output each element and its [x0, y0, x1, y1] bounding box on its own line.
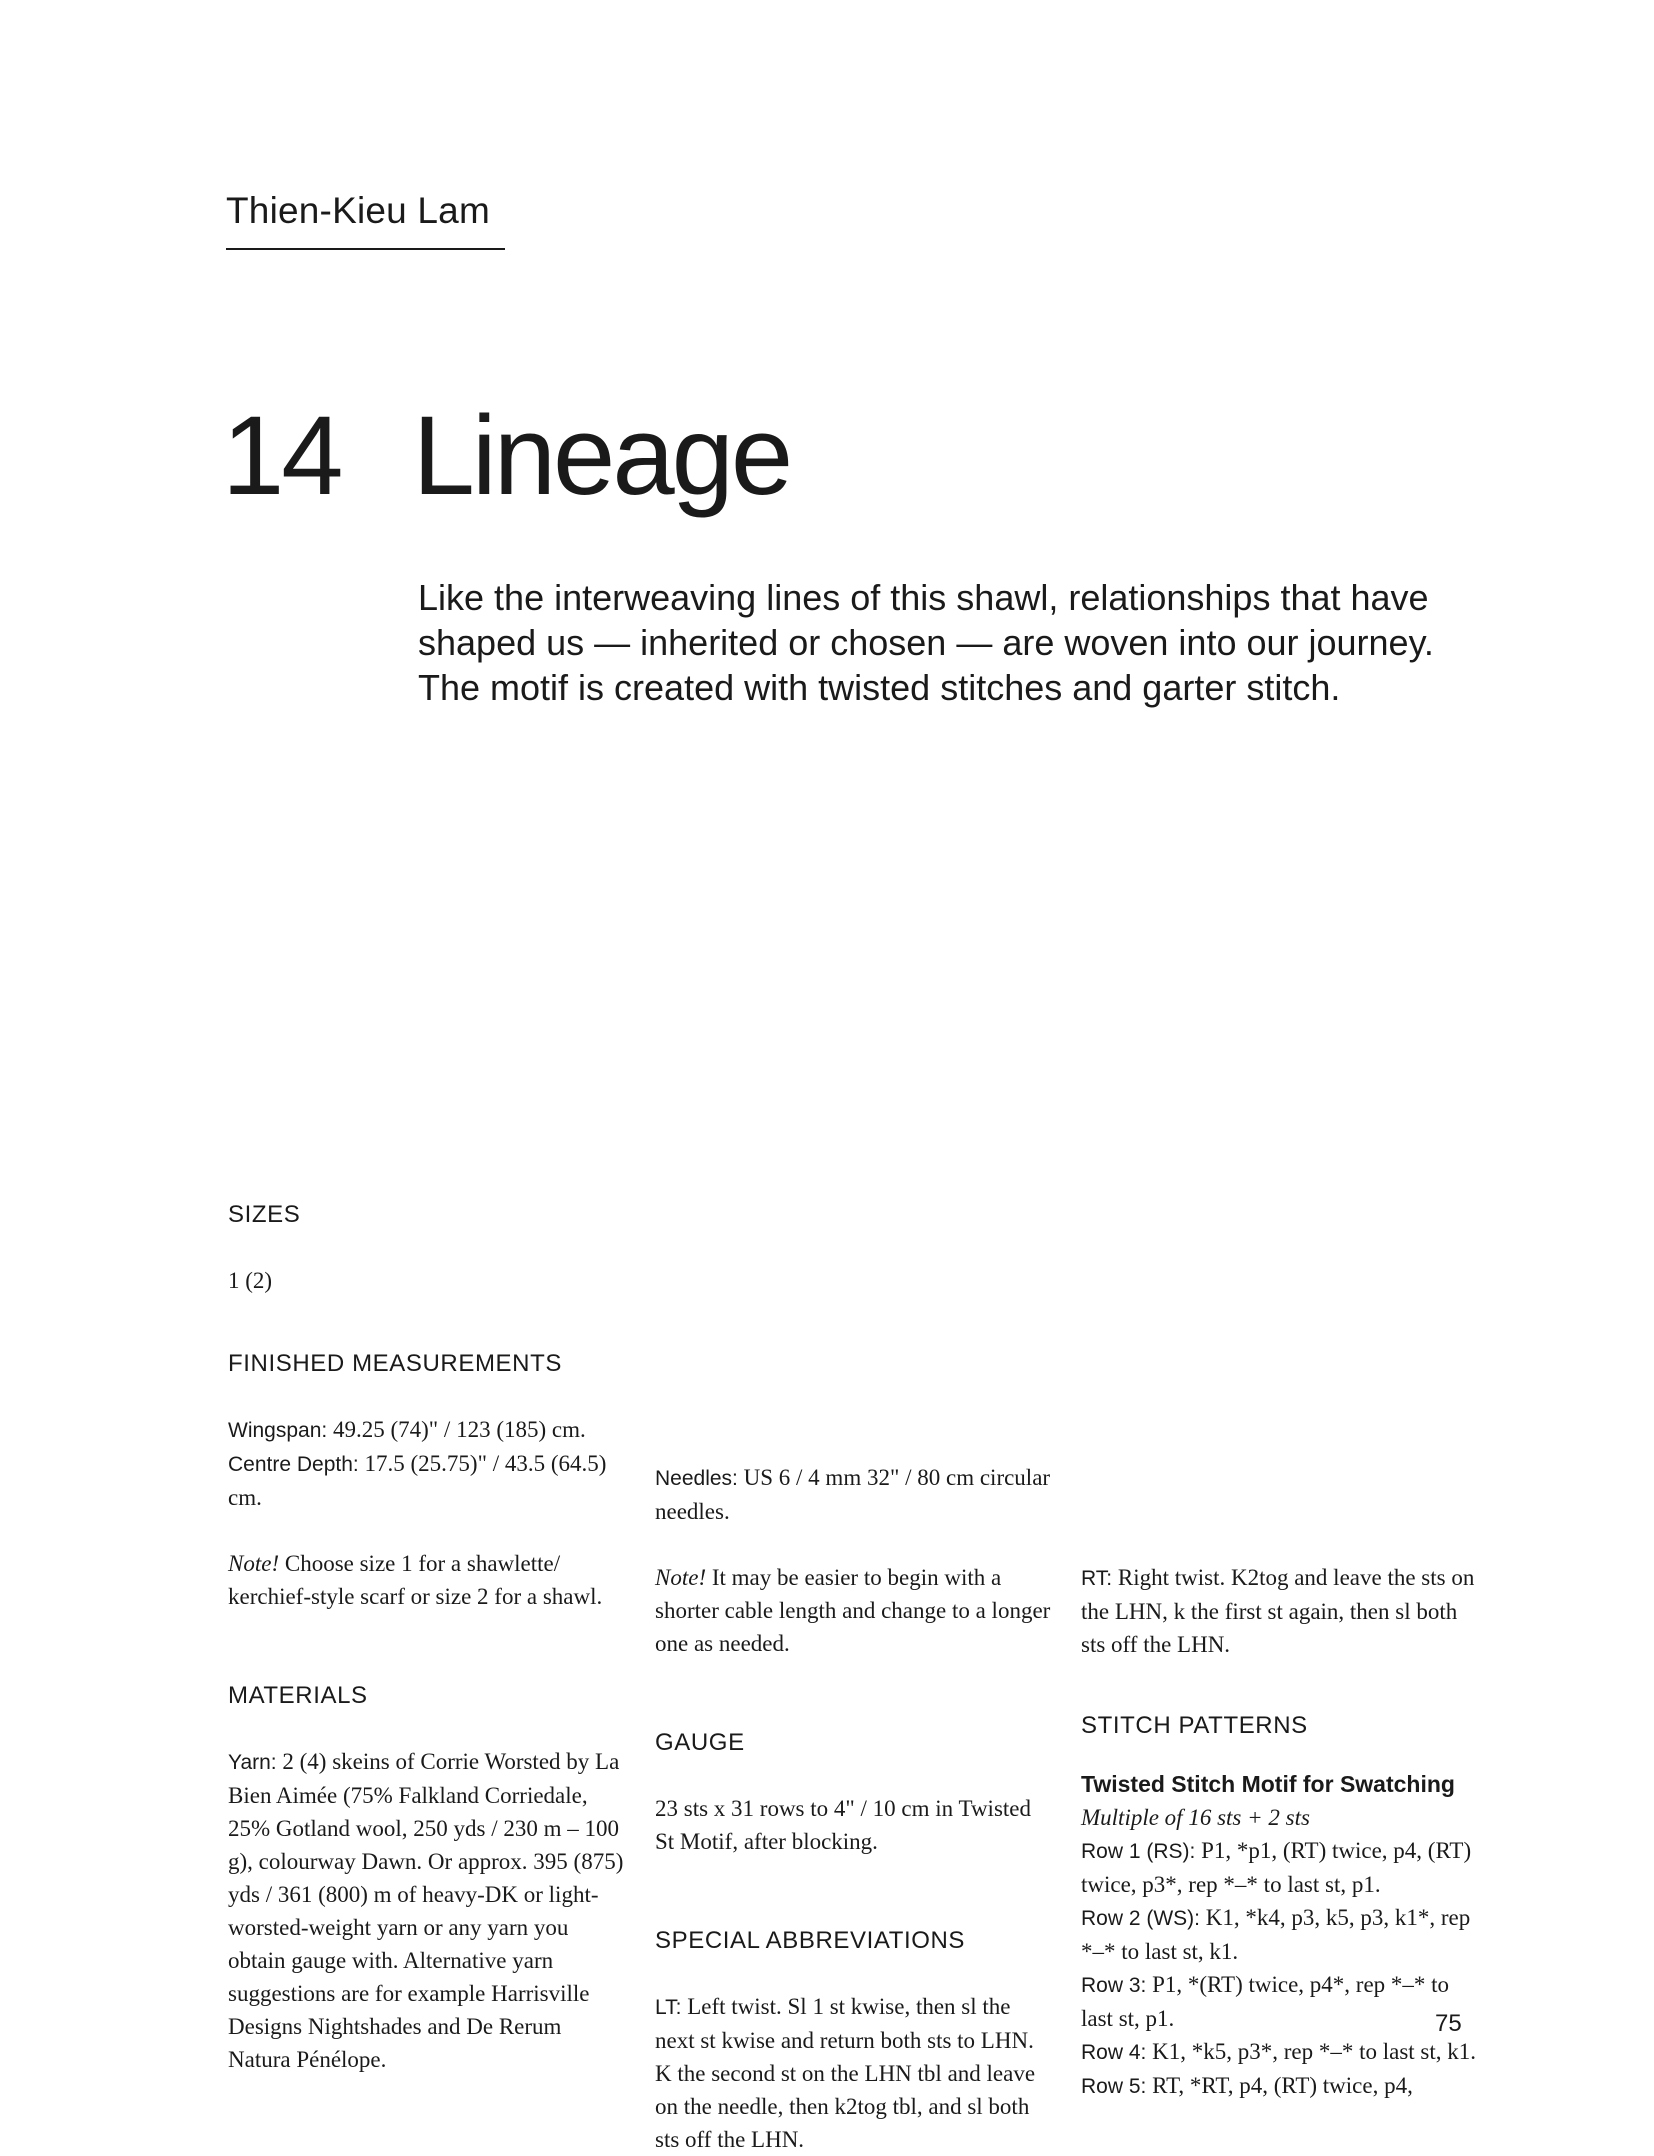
page-number: 75: [1435, 2010, 1462, 2037]
row-line: [1081, 2035, 1481, 2069]
motif-title: Twisted Stitch Motif for Swatching: [1081, 1771, 1455, 1797]
rt-line: [1081, 1561, 1481, 1661]
row-text: P1, *(RT) twice, p4*, rep *–* to last st, p1.: [1081, 1972, 1450, 2031]
column-2: [655, 1461, 1055, 2156]
needles-text: US 6 / 4 mm 32" / 80 cm circular needles.: [655, 1465, 1051, 1524]
depth-label: Centre Depth:: [228, 1453, 359, 1476]
row-label: Row 4:: [1081, 2041, 1147, 2064]
yarn-label: Yarn:: [228, 1751, 277, 1774]
row-line: [1081, 1834, 1481, 1901]
row-line: [1081, 1901, 1481, 1968]
column-3: [1081, 1561, 1481, 2103]
note-text: Choose size 1 for a shawlette/ kerchief-style scarf or size 2 for a shawl.: [228, 1551, 603, 1609]
row-text: K1, *k4, p3, k5, p3, k1*, rep *–* to last st, k1.: [1081, 1905, 1471, 1964]
gauge-text: 23 sts x 31 rows to 4" / 10 cm in Twisted St Motif, after blocking.: [655, 1796, 1031, 1854]
row-label: Row 3:: [1081, 1974, 1147, 1997]
intro-line: Like the interweaving lines of this shawl, relationships that have: [418, 577, 1429, 618]
column-1: [228, 1198, 628, 2076]
wingspan-value: 49.25 (74)" / 123 (185) cm.: [327, 1417, 586, 1442]
abbreviations-heading: SPECIAL ABBREVIATIONS: [655, 1927, 966, 1954]
motif-multiple: Multiple of 16 sts + 2 sts: [1081, 1805, 1310, 1830]
author-name: Thien-Kieu Lam: [226, 190, 490, 231]
gauge-heading: GAUGE: [655, 1729, 745, 1756]
lt-line: [655, 1990, 1055, 2156]
row-line: [1081, 2069, 1481, 2103]
yarn-alt: Or approx. 395 (875) yds / 361 (800) m of heavy-DK or light-worsted-weight yarn or any yarn you obtain gauge with. Alternative yarn suggestions are for example Harrisville Designs Nightshades and De Rerum Natura Pénélope.: [228, 1849, 624, 2072]
row-line: [1081, 1968, 1481, 2035]
note-text: It may be easier to begin with a shorter cable length and change to a longer one as needed.: [655, 1565, 1051, 1656]
depth-value: 17.5 (25.75)" / 43.5 (64.5) cm.: [228, 1451, 607, 1510]
author-underline: [226, 248, 505, 250]
sizes-heading: SIZES: [228, 1201, 301, 1228]
row-text: RT, *RT, p4, (RT) twice, p4,: [1146, 2073, 1413, 2098]
rt-text: Right twist. K2tog and leave the sts on the LHN, k the first st again, then sl both sts off the LHN.: [1081, 1565, 1475, 1657]
intro-line: shaped us — inherited or chosen — are woven into our journey.: [418, 622, 1434, 663]
row-label: Row 2 (WS):: [1081, 1907, 1201, 1930]
size-note: [228, 1547, 628, 1613]
lt-label: LT:: [655, 1996, 682, 2019]
yarn-text: 2 (4) skeins of Corrie Worsted by La Bien Aimée (75% Falkland Corriedale, 25% Gotland wool, 250 yds / 230 m – 100 g), colourway Dawn.: [228, 1749, 620, 1874]
finished-heading: FINISHED MEASUREMENTS: [228, 1350, 562, 1377]
needles-note: [655, 1561, 1055, 1660]
row-text: P1, *p1, (RT) twice, p4, (RT) twice, p3*, rep *–* to last st, p1.: [1081, 1838, 1472, 1897]
materials-heading: MATERIALS: [228, 1682, 368, 1709]
yarn-line: [228, 1745, 628, 2076]
pattern-title: Lineage: [412, 393, 791, 518]
lt-text: Left twist. Sl 1 st kwise, then sl the next st kwise and return both sts to LHN. K the second st on the LHN tbl and leave on the needle, then k2tog tbl, and sl both sts off the LHN.: [655, 1994, 1036, 2152]
depth-line: [228, 1447, 628, 1514]
wingspan-line: [228, 1413, 628, 1447]
row-label: Row 5:: [1081, 2075, 1147, 2098]
intro-line: The motif is created with twisted stitches and garter stitch.: [418, 667, 1341, 708]
row-label: Row 1 (RS):: [1081, 1840, 1196, 1863]
rt-label: RT:: [1081, 1567, 1113, 1590]
stitch-patterns-heading: STITCH PATTERNS: [1081, 1712, 1308, 1739]
row-text: K1, *k5, p3*, rep *–* to last st, k1.: [1146, 2039, 1477, 2064]
pattern-number: 14: [222, 393, 341, 518]
note-label: Note!: [228, 1551, 280, 1576]
wingspan-label: Wingspan:: [228, 1419, 328, 1442]
pattern-heading: [222, 393, 791, 518]
pattern-intro: [418, 575, 1498, 710]
sizes-value: 1 (2): [228, 1268, 273, 1293]
needles-label: Needles:: [655, 1467, 738, 1490]
note-label: Note!: [655, 1565, 707, 1590]
needles-line: [655, 1461, 1055, 1528]
